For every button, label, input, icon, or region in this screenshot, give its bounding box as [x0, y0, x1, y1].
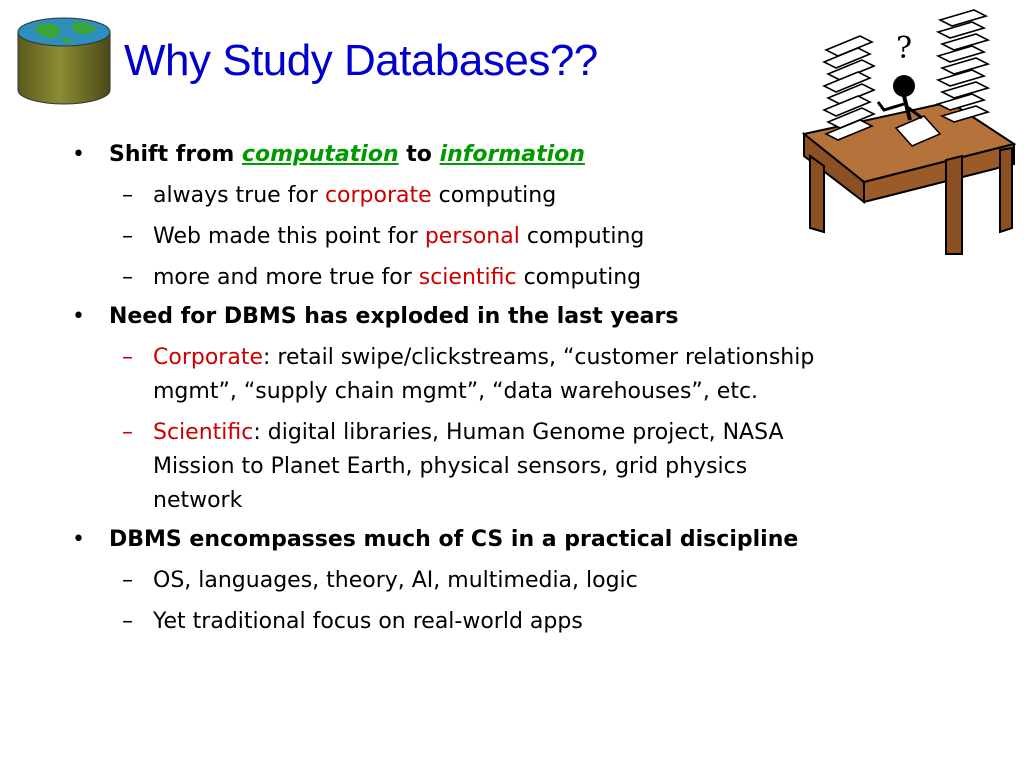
- bullet-marker: •: [72, 142, 85, 167]
- slide-body: [72, 140, 922, 646]
- sub-bullet-item: – Yet traditional focus on real-world apps: [122, 609, 583, 634]
- sub-bullet-item: – Scientific: digital libraries, Human Genome project, NASA Mission to Planet Earth, physical sensors, grid physics network: [122, 420, 784, 513]
- sub-bullet-item: – more and more true for scientific computing: [122, 265, 642, 290]
- database-cylinder-icon: [14, 14, 114, 106]
- slide-title: Why Study Databases??: [124, 36, 598, 85]
- bullet-marker: •: [72, 527, 85, 552]
- sub-bullet-item: – OS, languages, theory, AI, multimedia, logic: [122, 568, 638, 593]
- bullet-item: • Shift from computation to information: [72, 140, 922, 170]
- bullet-marker: •: [72, 304, 85, 329]
- question-mark: ?: [895, 31, 913, 66]
- sub-bullet-item: – always true for corporate computing: [122, 183, 557, 208]
- emphasis-computation: computation: [241, 142, 399, 167]
- sub-bullet-item: – Web made this point for personal computing: [122, 224, 645, 249]
- bullet-item: • Need for DBMS has exploded in the last years: [72, 302, 922, 332]
- sub-bullet-item: – Corporate: retail swipe/clickstreams, “customer relationship mgmt”, “supply chain mgmt”, “data warehouses”, etc.: [122, 345, 815, 404]
- emphasis-information: information: [439, 142, 585, 167]
- bullet-item: • DBMS encompasses much of CS in a practical discipline: [72, 525, 922, 555]
